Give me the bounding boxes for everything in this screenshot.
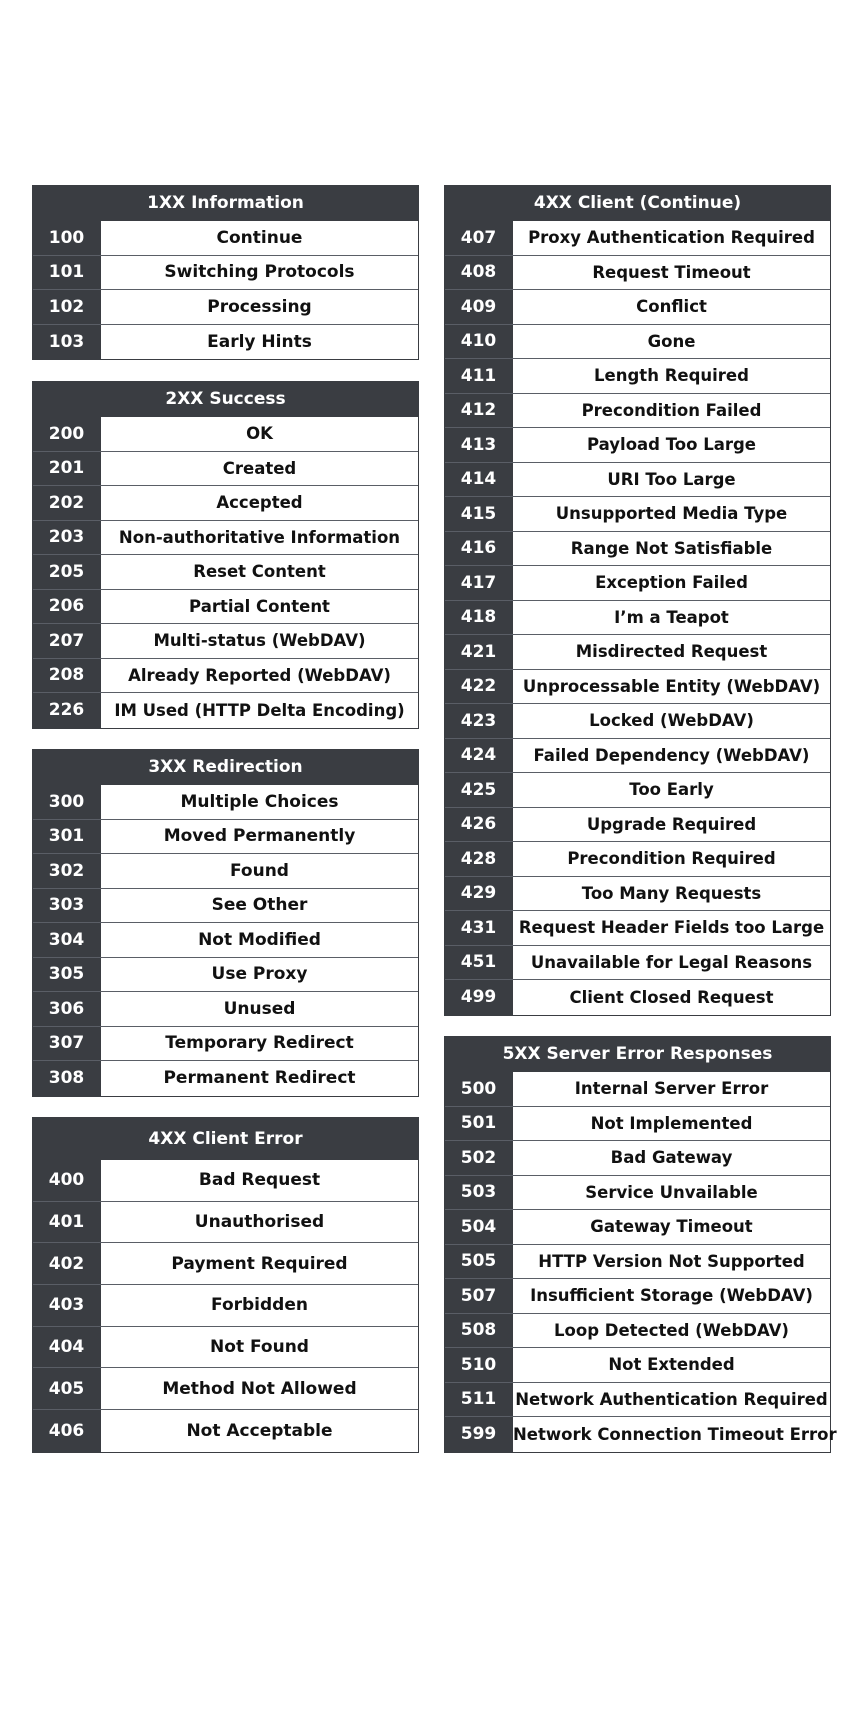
table-row (33, 290, 418, 325)
table-row (445, 497, 830, 532)
status-description: URI Too Large (512, 463, 830, 497)
status-code: 500 (445, 1072, 512, 1107)
status-code: 100 (33, 221, 100, 256)
table-row (33, 1327, 418, 1369)
status-code: 207 (33, 624, 100, 659)
table-row (445, 635, 830, 670)
status-code: 426 (445, 808, 512, 843)
status-code: 505 (445, 1245, 512, 1280)
table-row (33, 854, 418, 889)
status-code: 502 (445, 1141, 512, 1176)
status-code: 200 (33, 417, 100, 452)
status-description: Bad Request (100, 1160, 418, 1201)
status-description: Length Required (512, 359, 830, 393)
status-code: 421 (445, 635, 512, 670)
status-code: 303 (33, 889, 100, 924)
status-description: Not Acceptable (100, 1410, 418, 1452)
status-code: 415 (445, 497, 512, 532)
status-description: Temporary Redirect (100, 1027, 418, 1061)
table-row (445, 221, 830, 256)
status-code: 103 (33, 325, 100, 360)
table-row (445, 601, 830, 636)
status-description: Misdirected Request (512, 635, 830, 669)
status-description: Service Unvailable (512, 1176, 830, 1210)
status-description: Forbidden (100, 1285, 418, 1326)
status-description: Gateway Timeout (512, 1210, 830, 1244)
status-description: Processing (100, 290, 418, 324)
table-row (33, 1285, 418, 1327)
status-description: Proxy Authentication Required (512, 221, 830, 255)
table-row (445, 670, 830, 705)
table-row (445, 1245, 830, 1280)
table-title: 5XX Server Error Responses (445, 1037, 830, 1072)
table-row (33, 693, 418, 728)
status-description: Locked (WebDAV) (512, 704, 830, 738)
table-row (33, 590, 418, 625)
table-row (445, 1141, 830, 1176)
status-code: 205 (33, 555, 100, 590)
table-row (445, 911, 830, 946)
status-description: Multiple Choices (100, 785, 418, 819)
status-description: Method Not Allowed (100, 1368, 418, 1409)
table-row (33, 1202, 418, 1244)
status-code: 202 (33, 486, 100, 521)
status-description: Reset Content (100, 555, 418, 589)
status-code: 301 (33, 820, 100, 855)
table-row (445, 1072, 830, 1107)
status-description: Permanent Redirect (100, 1061, 418, 1096)
status-code: 406 (33, 1410, 100, 1452)
status-code: 431 (445, 911, 512, 946)
table-row (445, 1314, 830, 1349)
table-row (33, 624, 418, 659)
table-row (445, 704, 830, 739)
status-description: Payment Required (100, 1243, 418, 1284)
status-code: 102 (33, 290, 100, 325)
table-row (33, 1243, 418, 1285)
status-code: 307 (33, 1027, 100, 1062)
status-code: 304 (33, 923, 100, 958)
status-code: 414 (445, 463, 512, 498)
status-code: 410 (445, 325, 512, 360)
status-code: 503 (445, 1176, 512, 1211)
table-row (445, 877, 830, 912)
table-row (33, 221, 418, 256)
status-description: Precondition Failed (512, 394, 830, 428)
status-code: 412 (445, 394, 512, 429)
table-row (33, 1027, 418, 1062)
table-row (445, 808, 830, 843)
status-code: 511 (445, 1383, 512, 1418)
status-table-4xx (32, 1117, 419, 1453)
status-description: Unavailable for Legal Reasons (512, 946, 830, 980)
table-title: 2XX Success (33, 382, 418, 417)
status-code: 504 (445, 1210, 512, 1245)
status-description: Too Many Requests (512, 877, 830, 911)
table-title: 1XX Information (33, 186, 418, 221)
status-description: Created (100, 452, 418, 486)
status-code: 507 (445, 1279, 512, 1314)
status-code: 302 (33, 854, 100, 889)
status-description: Range Not Satisfiable (512, 532, 830, 566)
status-description: Found (100, 854, 418, 888)
status-description: Request Timeout (512, 256, 830, 290)
status-description: Moved Permanently (100, 820, 418, 854)
status-description: Exception Failed (512, 566, 830, 600)
table-row (445, 1176, 830, 1211)
table-title: 3XX Redirection (33, 750, 418, 785)
status-code: 499 (445, 980, 512, 1015)
table-row (445, 1279, 830, 1314)
status-description: Network Authentication Required (512, 1383, 830, 1417)
table-row (445, 1383, 830, 1418)
status-description: I’m a Teapot (512, 601, 830, 635)
table-row (33, 1061, 418, 1096)
status-description: OK (100, 417, 418, 451)
table-row (445, 946, 830, 981)
status-code: 508 (445, 1314, 512, 1349)
status-code: 425 (445, 773, 512, 808)
status-code: 306 (33, 992, 100, 1027)
table-title: 4XX Client Error (33, 1118, 418, 1160)
status-description: Internal Server Error (512, 1072, 830, 1106)
status-code: 422 (445, 670, 512, 705)
status-code: 599 (445, 1417, 512, 1452)
status-description: Not Implemented (512, 1107, 830, 1141)
table-row (445, 325, 830, 360)
status-description: HTTP Version Not Supported (512, 1245, 830, 1279)
status-description: IM Used (HTTP Delta Encoding) (100, 693, 418, 728)
table-row (33, 992, 418, 1027)
status-table-5xx (444, 1036, 837, 1453)
status-code: 401 (33, 1202, 100, 1244)
table-row (33, 555, 418, 590)
table-row (445, 1348, 830, 1383)
status-description: Partial Content (100, 590, 418, 624)
status-description: Request Header Fields too Large (512, 911, 830, 945)
table-row (445, 463, 830, 498)
status-code: 201 (33, 452, 100, 487)
table-row (33, 452, 418, 487)
status-description: Insufficient Storage (WebDAV) (512, 1279, 830, 1313)
status-code: 206 (33, 590, 100, 625)
table-row (445, 980, 830, 1015)
status-table-2xx (32, 381, 419, 729)
table-row (33, 659, 418, 694)
table-row (33, 923, 418, 958)
status-description: Not Found (100, 1327, 418, 1368)
status-description: Accepted (100, 486, 418, 520)
table-title: 4XX Client (Continue) (445, 186, 830, 221)
table-row (445, 842, 830, 877)
status-code: 409 (445, 290, 512, 325)
status-code: 400 (33, 1160, 100, 1202)
status-code: 411 (445, 359, 512, 394)
table-row (445, 359, 830, 394)
status-description: Upgrade Required (512, 808, 830, 842)
table-row (33, 785, 418, 820)
status-description: Bad Gateway (512, 1141, 830, 1175)
table-row (445, 773, 830, 808)
status-description: Unprocessable Entity (WebDAV) (512, 670, 830, 704)
table-row (445, 256, 830, 291)
table-row (33, 325, 418, 360)
status-code: 203 (33, 521, 100, 556)
status-description: See Other (100, 889, 418, 923)
table-row (445, 1210, 830, 1245)
table-row (33, 1368, 418, 1410)
status-table-3xx (32, 749, 419, 1097)
table-row (445, 1107, 830, 1142)
status-description: Not Extended (512, 1348, 830, 1382)
status-description: Unauthorised (100, 1202, 418, 1243)
status-description: Gone (512, 325, 830, 359)
table-row (33, 486, 418, 521)
status-description: Network Connection Timeout Error (512, 1417, 837, 1452)
table-row (445, 428, 830, 463)
status-code: 451 (445, 946, 512, 981)
table-row (445, 739, 830, 774)
status-description: Switching Protocols (100, 256, 418, 290)
status-description: Early Hints (100, 325, 418, 360)
status-code: 405 (33, 1368, 100, 1410)
status-description: Conflict (512, 290, 830, 324)
table-row (445, 290, 830, 325)
status-code: 226 (33, 693, 100, 728)
table-row (33, 1410, 418, 1452)
table-row (33, 1160, 418, 1202)
status-description: Loop Detected (WebDAV) (512, 1314, 830, 1348)
table-row (33, 889, 418, 924)
status-code: 417 (445, 566, 512, 601)
status-code: 418 (445, 601, 512, 636)
status-description: Precondition Required (512, 842, 830, 876)
status-code: 300 (33, 785, 100, 820)
status-table-1xx (32, 185, 419, 360)
table-row (33, 521, 418, 556)
status-description: Already Reported (WebDAV) (100, 659, 418, 693)
table-row (445, 394, 830, 429)
status-description: Unsupported Media Type (512, 497, 830, 531)
status-description: Not Modified (100, 923, 418, 957)
status-description: Client Closed Request (512, 980, 830, 1015)
table-row (445, 566, 830, 601)
status-code: 501 (445, 1107, 512, 1142)
status-code: 308 (33, 1061, 100, 1096)
status-code: 423 (445, 704, 512, 739)
status-code: 424 (445, 739, 512, 774)
status-code: 413 (445, 428, 512, 463)
status-code: 101 (33, 256, 100, 291)
status-code: 428 (445, 842, 512, 877)
table-row (33, 820, 418, 855)
status-code: 408 (445, 256, 512, 291)
table-row (33, 417, 418, 452)
status-code: 510 (445, 1348, 512, 1383)
status-description: Unused (100, 992, 418, 1026)
table-row (445, 1417, 837, 1452)
status-table-4xx-cont (444, 185, 831, 1016)
table-row (33, 958, 418, 993)
status-description: Too Early (512, 773, 830, 807)
status-code: 402 (33, 1243, 100, 1285)
status-description: Continue (100, 221, 418, 255)
status-code: 407 (445, 221, 512, 256)
status-description: Failed Dependency (WebDAV) (512, 739, 830, 773)
status-code: 416 (445, 532, 512, 567)
status-code: 208 (33, 659, 100, 694)
table-row (33, 256, 418, 291)
table-row (445, 532, 830, 567)
status-code: 404 (33, 1327, 100, 1369)
status-code: 403 (33, 1285, 100, 1327)
status-code: 429 (445, 877, 512, 912)
status-code: 305 (33, 958, 100, 993)
status-description: Non-authoritative Information (100, 521, 418, 555)
status-description: Multi-status (WebDAV) (100, 624, 418, 658)
status-description: Use Proxy (100, 958, 418, 992)
status-description: Payload Too Large (512, 428, 830, 462)
